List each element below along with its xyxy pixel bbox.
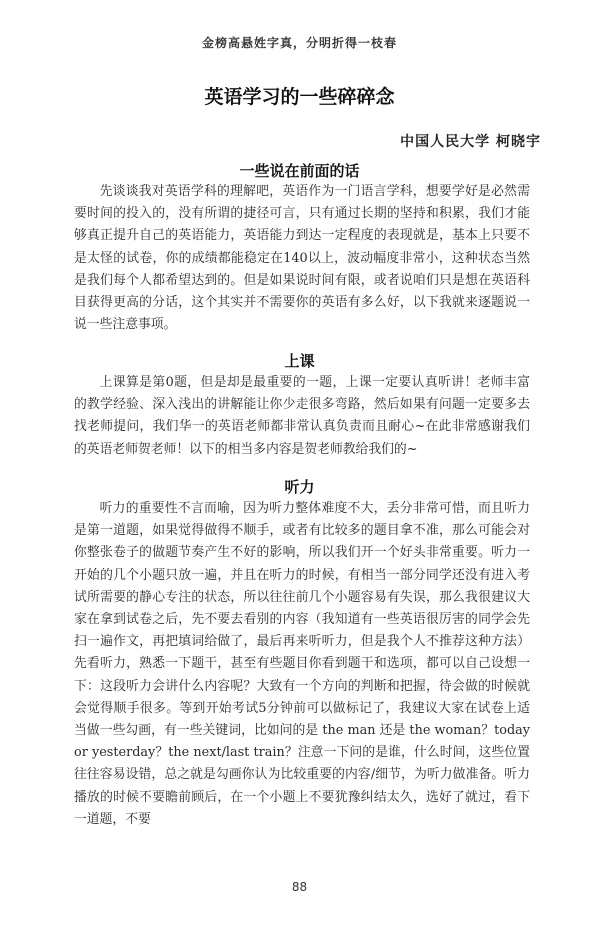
paragraph-listening: 听力的重要性不言而喻，因为听力整体难度不大，丢分非常可惜，而且听力是第一道题，如果觉得做得不顺手，或者有比较多的题目拿不准，那么可能会对你整张卷子的做题节奏产生不好的影响，所以我们开一个好头非常重要。听力一开始的几个小题只放一遍，并且在听力的时候，有相当一部分同学还没有进入考试所需要的静心专注的状态，所以往往前几个小题容易有失误，那么我很建议大家在拿到试卷之后，先不要去看别的内容（我知道有一些英语很厉害的同学会先扫一遍作文，再把填词给做了，最后再来听听力，但是我个人不推荐这种方法）先看听力，熟悉一下题干，甚至有些题目你看到题干和选项，都可以自己设想一下：这段听力会讲什么内容呢？大致有一个方向的判断和把握，待会做的时候就会觉得顺手很多。等到开始考试5分钟前可以做标记了，我建议大家在试卷上适当做一些勾画，有一些关键词，比如问的是 the man 还是 the woman？today or yesterday？the next/last train？注意一下问的是谁，什么时间，这些位置往往容易设错，总之就是勾画你认为比较重要的内容/细节，为听力做准备。听力播放的时候不要瞻前顾后，在一个小题上不要犹豫纠结太久，选好了就过，看下一道题，不要 bbox=[74, 501, 530, 827]
paragraph-intro: 先谈谈我对英语学科的理解吧，英语作为一门语言学科，想要学好是必然需要时间的投入的，没有所谓的捷径可言，只有通过长期的坚持和积累，我们才能够真正提升自己的英语能力，英语能力到达一定程度的表现就是，基本上只要不是太怪的试卷，你的成绩都能稳定在140以上，波动幅度非常小，这种状态当然是我们每个人都希望达到的。但是如果说时间有限，或者说咱们只是想在英语科目获得更高的分话，这个其实并不需要你的英语有多么好，以下我就来逐题说一说一些注意事项。 bbox=[74, 184, 530, 333]
paragraph-class: 上课算是第0题，但是却是最重要的一题，上课一定要认真听讲！老师丰富的教学经验、深入浅出的讲解能让你少走很多弯路，然后如果有问题一定要多去找老师提问，我们华一的英语老师都非常认真负责而且耐心~在此非常感谢我们的英语老师贺老师！以下的相当多内容是贺老师教给我们的~ bbox=[74, 375, 530, 457]
page-number: 88 bbox=[291, 880, 308, 894]
author-byline: 中国人民大学 柯晓宇 bbox=[400, 134, 541, 150]
section-heading-intro: 一些说在前面的话 bbox=[239, 162, 360, 180]
page-header-motto: 金榜高悬姓字真，分明折得一枝春 bbox=[201, 36, 397, 50]
section-heading-listening: 听力 bbox=[284, 478, 315, 496]
section-heading-class: 上课 bbox=[284, 352, 315, 370]
article-title: 英语学习的一些碎碎念 bbox=[204, 86, 395, 108]
